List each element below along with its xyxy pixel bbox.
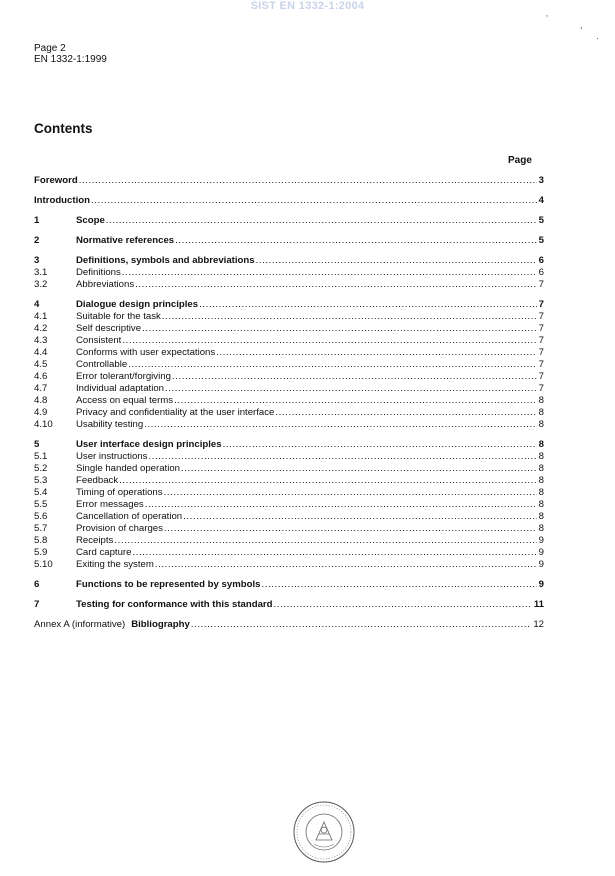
section-number: 3.2 [34, 279, 48, 290]
annex-label: Annex A (informative) [34, 619, 126, 630]
library-stamp-seal [292, 800, 356, 864]
section-title: Receipts [76, 535, 114, 546]
dot-leader [165, 383, 537, 395]
section-title: Definitions [76, 267, 121, 278]
page-column-label: Page [508, 155, 532, 166]
section-number: 4.3 [34, 335, 48, 346]
toc-row [34, 499, 544, 511]
page-number-ref: 8 [538, 451, 544, 462]
section-number: 4.5 [34, 359, 48, 370]
section-number: 4.8 [34, 395, 48, 406]
toc-entry[interactable] [76, 475, 544, 487]
dot-leader [106, 215, 537, 227]
section-number: 5.6 [34, 511, 48, 522]
scan-speck: , [580, 20, 583, 30]
section-number: 5.8 [34, 535, 48, 546]
toc-entry[interactable] [76, 279, 544, 291]
page-number-ref: 8 [538, 463, 544, 474]
page-number-ref: 7 [538, 383, 544, 394]
page-number-ref: 12 [533, 619, 544, 630]
dot-leader [122, 335, 536, 347]
toc-row [34, 371, 544, 383]
section-number: 4.10 [34, 419, 53, 430]
table-of-contents [34, 175, 544, 631]
dot-leader [128, 359, 536, 371]
page-number-ref: 8 [538, 487, 544, 498]
section-title: Usability testing [76, 419, 144, 430]
section-title: Consistent [76, 335, 122, 346]
dot-leader [223, 439, 537, 451]
toc-row [34, 439, 544, 451]
toc-row [34, 299, 544, 311]
dot-leader [261, 579, 536, 591]
dot-leader [174, 395, 537, 407]
section-title: Feedback [76, 475, 119, 486]
page-number-ref: 8 [538, 419, 544, 430]
toc-entry[interactable] [76, 255, 544, 267]
dot-leader [162, 311, 537, 323]
toc-entry[interactable] [76, 371, 544, 383]
section-number: 5.5 [34, 499, 48, 510]
page-number-ref: 7 [538, 323, 544, 334]
annex-entry-text [34, 619, 191, 631]
toc-row [34, 195, 544, 207]
toc-entry[interactable] [76, 499, 544, 511]
dot-leader [142, 323, 537, 335]
toc-entry[interactable] [76, 451, 544, 463]
toc-entry[interactable] [76, 311, 544, 323]
section-number: 7 [34, 599, 40, 610]
toc-entry[interactable] [76, 487, 544, 499]
dot-leader [172, 371, 537, 383]
toc-row [34, 407, 544, 419]
toc-entry[interactable] [76, 335, 544, 347]
dot-leader [144, 419, 536, 431]
page-number-ref: 7 [538, 279, 544, 290]
toc-entry[interactable] [76, 215, 544, 227]
toc-row [34, 267, 544, 279]
section-title: Suitable for the task [76, 311, 161, 322]
section-title: Conforms with user expectations [76, 347, 216, 358]
section-title: Abbreviations [76, 279, 135, 290]
toc-row [34, 511, 544, 523]
toc-entry[interactable] [76, 347, 544, 359]
toc-entry[interactable] [76, 395, 544, 407]
dot-leader [275, 407, 536, 419]
section-number: 4.6 [34, 371, 48, 382]
page-number-ref: 8 [538, 475, 544, 486]
page-number-ref: 9 [538, 559, 544, 570]
section-title: Bibliography [131, 619, 190, 630]
toc-entry[interactable] [76, 559, 544, 571]
page-number-ref: 4 [538, 195, 544, 206]
section-number: 5.7 [34, 523, 48, 534]
dot-leader [155, 559, 537, 571]
dot-leader [191, 619, 532, 631]
toc-entry[interactable] [76, 535, 544, 547]
toc-entry[interactable] [76, 267, 544, 279]
section-title: Privacy and confidentiality at the user interface [76, 407, 275, 418]
page-number-ref: 7 [538, 311, 544, 322]
dot-leader [145, 499, 537, 511]
section-number: 5.10 [34, 559, 53, 570]
section-title: Self descriptive [76, 323, 142, 334]
toc-entry[interactable] [76, 323, 544, 335]
toc-entry[interactable] [76, 299, 544, 311]
section-title: Provision of charges [76, 523, 163, 534]
scan-speck: · [596, 33, 599, 43]
toc-row [34, 323, 544, 335]
toc-entry[interactable] [76, 599, 544, 611]
toc-entry[interactable] [76, 359, 544, 371]
page-number-ref: 9 [538, 579, 544, 590]
section-title: Testing for conformance with this standard [76, 599, 273, 610]
dot-leader [274, 599, 532, 611]
section-number: 4.1 [34, 311, 48, 322]
dot-leader [119, 475, 537, 487]
section-number: 4.9 [34, 407, 48, 418]
page-number-ref: 6 [538, 267, 544, 278]
watermark: SIST EN 1332-1:2004 [250, 0, 365, 12]
page-number-ref: 6 [538, 255, 544, 266]
toc-row [34, 359, 544, 371]
toc-row [34, 579, 544, 591]
section-title: Error messages [76, 499, 144, 510]
page-number-ref: 8 [538, 523, 544, 534]
page-number-ref: 8 [538, 395, 544, 406]
toc-row [34, 175, 544, 187]
section-title: Exiting the system [76, 559, 154, 570]
page-number: Page 2 [34, 43, 66, 54]
toc-entry[interactable] [76, 439, 544, 451]
dot-leader [114, 535, 536, 547]
section-title: User interface design principles [76, 439, 222, 450]
toc-entry[interactable] [34, 195, 544, 207]
section-number: 4 [34, 299, 40, 310]
toc-row [34, 419, 544, 431]
section-title: Card capture [76, 547, 132, 558]
section-title: Individual adaptation [76, 383, 165, 394]
dot-leader [148, 451, 536, 463]
toc-row [34, 279, 544, 291]
section-title: Timing of operations [76, 487, 163, 498]
page-number-ref: 7 [538, 335, 544, 346]
page-number-ref: 7 [538, 347, 544, 358]
toc-row [34, 451, 544, 463]
dot-leader [256, 255, 537, 267]
page-number-ref: 11 [533, 599, 544, 610]
section-title: Introduction [34, 195, 90, 206]
dot-leader [175, 235, 537, 247]
toc-entry[interactable] [34, 175, 544, 187]
section-title: Controllable [76, 359, 128, 370]
section-title: Access on equal terms [76, 395, 174, 406]
section-title: Dialogue design principles [76, 299, 199, 310]
section-title: Error tolerant/forgiving [76, 371, 171, 382]
toc-entry[interactable] [76, 523, 544, 535]
toc-entry[interactable] [76, 419, 544, 431]
section-number: 4.7 [34, 383, 48, 394]
page-number-ref: 3 [538, 175, 544, 186]
dot-leader [79, 175, 537, 187]
toc-row [34, 559, 544, 571]
toc-row [34, 311, 544, 323]
section-title: Foreword [34, 175, 78, 186]
section-title: Definitions, symbols and abbreviations [76, 255, 255, 266]
toc-entry[interactable] [34, 619, 544, 631]
toc-entry[interactable] [76, 547, 544, 559]
page-number-ref: 8 [538, 511, 544, 522]
section-title: Normative references [76, 235, 175, 246]
dot-leader [164, 487, 537, 499]
toc-row [34, 547, 544, 559]
dot-leader [181, 463, 537, 475]
section-title: Scope [76, 215, 105, 226]
section-title: Functions to be represented by symbols [76, 579, 261, 590]
page-number-ref: 7 [538, 359, 544, 370]
toc-entry[interactable] [76, 511, 544, 523]
page-number-ref: 8 [538, 407, 544, 418]
dot-leader [122, 267, 537, 279]
page-number-ref: 8 [538, 499, 544, 510]
toc-row [34, 463, 544, 475]
toc-row [34, 235, 544, 247]
page-number-ref: 5 [538, 235, 544, 246]
section-number: 5.9 [34, 547, 48, 558]
section-number: 5 [34, 439, 40, 450]
contents-title: Contents [34, 121, 93, 136]
section-number: 4.4 [34, 347, 48, 358]
toc-row [34, 395, 544, 407]
toc-row [34, 347, 544, 359]
section-number: 5.1 [34, 451, 48, 462]
toc-row [34, 523, 544, 535]
toc-row [34, 487, 544, 499]
toc-row [34, 475, 544, 487]
dot-leader [199, 299, 537, 311]
section-number: 5.3 [34, 475, 48, 486]
section-number: 5.2 [34, 463, 48, 474]
page-number-ref: 9 [538, 547, 544, 558]
section-title: Single handed operation [76, 463, 181, 474]
page-number-ref: 5 [538, 215, 544, 226]
section-number: 1 [34, 215, 40, 226]
section-number: 3.1 [34, 267, 48, 278]
section-title: Cancellation of operation [76, 511, 183, 522]
section-number: 4.2 [34, 323, 48, 334]
page-header [34, 43, 107, 65]
section-title: User instructions [76, 451, 148, 462]
section-number: 5.4 [34, 487, 48, 498]
toc-entry[interactable] [76, 383, 544, 395]
toc-row [34, 599, 544, 611]
dot-leader [183, 511, 537, 523]
toc-row [34, 383, 544, 395]
page-number-ref: 7 [538, 371, 544, 382]
page-number-ref: 9 [538, 535, 544, 546]
dot-leader [91, 195, 537, 207]
scan-speck: ʼ [546, 14, 548, 24]
standard-id: EN 1332-1:1999 [34, 54, 107, 65]
toc-row [34, 535, 544, 547]
page-number-ref: 8 [538, 439, 544, 450]
toc-row [34, 619, 544, 631]
toc-row [34, 335, 544, 347]
dot-leader [135, 279, 537, 291]
section-number: 6 [34, 579, 40, 590]
dot-leader [216, 347, 536, 359]
toc-entry[interactable] [76, 463, 544, 475]
toc-row [34, 215, 544, 227]
section-number: 3 [34, 255, 40, 266]
toc-entry[interactable] [76, 235, 544, 247]
toc-row [34, 255, 544, 267]
dot-leader [164, 523, 537, 535]
toc-entry[interactable] [76, 579, 544, 591]
section-number: 2 [34, 235, 40, 246]
page-number-ref: 7 [538, 299, 544, 310]
dot-leader [132, 547, 536, 559]
toc-entry[interactable] [76, 407, 544, 419]
